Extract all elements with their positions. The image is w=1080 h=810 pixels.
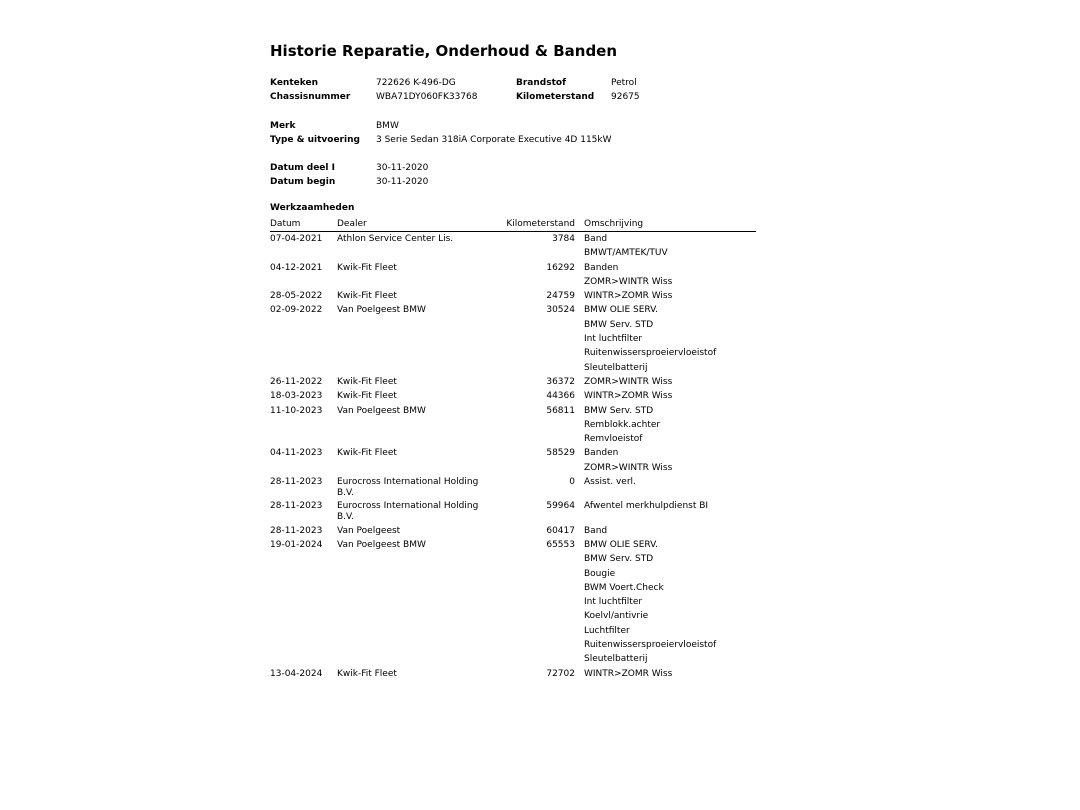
row-description-line: ZOMR>WINTR Wiss	[584, 276, 673, 287]
merk-label: Merk	[270, 121, 296, 131]
datum-begin-label: Datum begin	[270, 177, 336, 188]
info-row	[270, 119, 760, 133]
row-km: 16292	[546, 262, 575, 273]
row-dealer: Kwik-Fit Fleet	[337, 291, 397, 302]
row-description-line: BMW OLIE SERV.	[584, 539, 659, 550]
column-header-date: Datum	[270, 219, 301, 229]
row-dealer: Eurocross International Holding B.V.	[337, 501, 479, 523]
row-km: 24759	[546, 291, 575, 302]
datum-begin-value: 30-11-2020	[376, 177, 429, 188]
table-row	[270, 389, 756, 403]
row-date: 02-09-2022	[270, 305, 323, 316]
km-value: 92675	[611, 92, 640, 103]
info-row	[270, 90, 760, 104]
brandstof-label: Brandstof	[516, 78, 566, 88]
table-body	[270, 232, 756, 681]
row-description-line: Bougie	[584, 568, 616, 579]
row-description	[584, 475, 636, 489]
table-row	[270, 446, 756, 475]
row-description	[584, 261, 672, 290]
row-description	[584, 303, 716, 374]
kenteken-label: Kenteken	[270, 78, 318, 88]
table-header	[270, 218, 756, 232]
row-date: 04-11-2023	[270, 448, 323, 459]
row-description	[584, 524, 607, 538]
row-description-line: Band	[584, 234, 608, 244]
row-description-line: Band	[584, 525, 608, 536]
row-km: 30524	[546, 305, 575, 316]
row-date: 19-01-2024	[270, 539, 323, 550]
row-description	[584, 446, 672, 475]
row-km: 59964	[546, 501, 575, 512]
info-row	[270, 161, 760, 175]
row-date: 04-12-2021	[270, 262, 323, 273]
row-description-line: Ruitenwissersproeiervloeistof	[584, 348, 717, 359]
row-description-line: Assist. verl.	[584, 477, 636, 488]
row-dealer: Kwik-Fit Fleet	[337, 391, 397, 402]
row-date: 28-11-2023	[270, 525, 323, 536]
row-date: 28-11-2023	[270, 501, 323, 512]
row-description-line: Banden	[584, 448, 619, 459]
table-row	[270, 499, 756, 523]
info-row	[270, 76, 760, 90]
row-description	[584, 499, 708, 513]
brandstof-value: Petrol	[611, 78, 637, 88]
column-header-desc: Omschrijving	[584, 219, 644, 229]
row-km: 56811	[546, 405, 575, 416]
row-km: 65553	[546, 539, 575, 550]
row-km: 0	[569, 477, 575, 488]
row-date: 18-03-2023	[270, 391, 323, 402]
row-dealer: Kwik-Fit Fleet	[337, 448, 397, 459]
table-row	[270, 524, 756, 538]
row-description-line: BMW Serv. STD	[584, 319, 654, 330]
column-header-km: Kilometerstand	[506, 219, 575, 229]
row-description-line: ZOMR>WINTR Wiss	[584, 462, 673, 473]
row-description	[584, 232, 668, 261]
row-description-line: Koelvl/antivrie	[584, 611, 649, 622]
row-date: 11-10-2023	[270, 405, 323, 416]
row-dealer: Eurocross International Holding B.V.	[337, 477, 479, 499]
km-label: Kilometerstand	[516, 92, 595, 103]
vehicle-dates-block	[270, 161, 760, 190]
row-dealer: Van Poelgeest BMW	[337, 539, 426, 550]
row-dealer: Kwik-Fit Fleet	[337, 668, 397, 679]
table-row	[270, 303, 756, 375]
kenteken-value: 722626 K-496-DG	[376, 78, 456, 88]
row-date: 26-11-2022	[270, 376, 323, 387]
row-description	[584, 289, 672, 303]
row-description	[584, 667, 672, 681]
row-dealer: Van Poelgeest BMW	[337, 405, 426, 416]
row-description-line: WINTR>ZOMR Wiss	[584, 391, 673, 402]
column-header-dealer: Dealer	[337, 219, 367, 229]
row-dealer: Kwik-Fit Fleet	[337, 376, 397, 387]
row-dealer: Van Poelgeest	[337, 525, 401, 536]
table-row	[270, 404, 756, 447]
row-description-line: Sleutelbatterij	[584, 362, 648, 373]
row-date: 07-04-2021	[270, 234, 323, 244]
row-dealer: Athlon Service Center Lis.	[337, 234, 454, 244]
row-description-line: Ruitenwissersproeiervloeistof	[584, 640, 717, 651]
row-description-line: WINTR>ZOMR Wiss	[584, 668, 673, 679]
type-label: Type & uitvoering	[270, 135, 360, 146]
row-km: 60417	[546, 525, 575, 536]
row-dealer: Kwik-Fit Fleet	[337, 262, 397, 273]
row-km: 36372	[546, 376, 575, 387]
row-date: 28-05-2022	[270, 291, 323, 302]
table-row	[270, 232, 756, 261]
merk-value: BMW	[376, 121, 399, 131]
chassis-label: Chassisnummer	[270, 92, 351, 103]
row-km: 3784	[552, 234, 575, 244]
table-row	[270, 538, 756, 667]
row-km: 58529	[546, 448, 575, 459]
table-row	[270, 475, 756, 499]
row-date: 28-11-2023	[270, 477, 323, 488]
row-description-line: BMW Serv. STD	[584, 554, 654, 565]
werkzaamheden-heading: Werkzaamheden	[270, 203, 355, 213]
row-description	[584, 375, 672, 389]
row-description	[584, 389, 672, 403]
info-row	[270, 175, 760, 189]
page-title: Historie Reparatie, Onderhoud & Banden	[270, 42, 618, 60]
row-description-line: Afwentel merkhulpdienst BI	[584, 501, 709, 512]
datum-deel-label: Datum deel I	[270, 163, 335, 173]
row-description-line: BMW OLIE SERV.	[584, 305, 659, 316]
row-dealer: Van Poelgeest BMW	[337, 305, 426, 316]
table-row	[270, 667, 756, 681]
table-row	[270, 375, 756, 389]
table-row	[270, 261, 756, 290]
row-description	[584, 404, 660, 447]
type-value: 3 Serie Sedan 318iA Corporate Executive 4D 115kW	[376, 135, 612, 146]
row-date: 13-04-2024	[270, 668, 323, 679]
row-description-line: BMWT/AMTEK/TUV	[584, 248, 668, 259]
row-description-line: BWM Voert.Check	[584, 582, 664, 593]
row-description-line: ZOMR>WINTR Wiss	[584, 376, 673, 387]
vehicle-id-block	[270, 76, 760, 105]
row-description	[584, 538, 716, 667]
vehicle-model-block	[270, 119, 760, 148]
row-description-line: Int luchtfilter	[584, 597, 643, 608]
row-description-line: Sleutelbatterij	[584, 654, 648, 665]
table-row	[270, 289, 756, 303]
chassis-value: WBA71DY060FK33768	[376, 92, 478, 103]
row-description-line: Luchtfilter	[584, 625, 630, 636]
row-description-line: Int luchtfilter	[584, 334, 643, 345]
row-description-line: Remblokk.achter	[584, 419, 661, 430]
row-description-line: WINTR>ZOMR Wiss	[584, 291, 673, 302]
row-description-line: Remvloeistof	[584, 434, 643, 445]
row-km: 44366	[546, 391, 575, 402]
datum-deel-value: 30-11-2020	[376, 163, 429, 173]
row-description-line: Banden	[584, 262, 619, 273]
row-description-line: BMW Serv. STD	[584, 405, 654, 416]
row-km: 72702	[546, 668, 575, 679]
info-row	[270, 133, 760, 147]
